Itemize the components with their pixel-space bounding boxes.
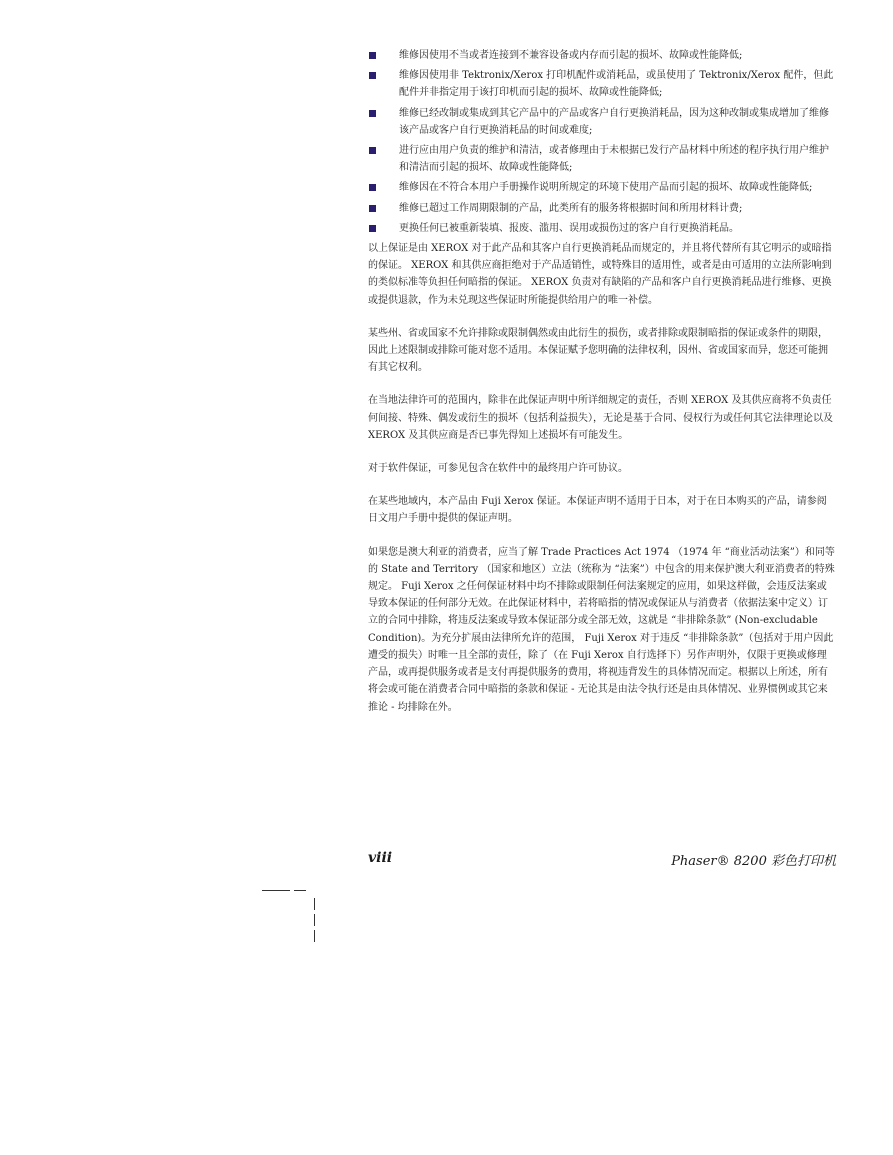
bullet-square-icon: [369, 184, 376, 191]
bullet-square-icon: [369, 110, 376, 117]
list-item: [368, 142, 836, 176]
list-item: [368, 220, 836, 237]
disclaimer-paragraph: 以上保证是由 XEROX 对于此产品和其客户自行更换消耗品而规定的，并且将代替所有其它明示的或暗指的保证。 XEROX 和其供应商拒绝对于产品适销性，或特殊目的适用性，或者是由可适用的立法所影响到的类似标准等负担任何暗指的保证。 XEROX 负责对有缺陷的产品和客户自行更换消耗品进行维修、更换或提供退款，作为未兑现这些保证时所能提供给用户的唯一补偿。: [368, 243, 832, 306]
crop-mark-horizontal: [262, 890, 290, 891]
list-item-text: 维修因使用不当或者连接到不兼容设备或内存而引起的损坏、故障或性能降低;: [399, 50, 743, 61]
bullet-square-icon: [369, 147, 376, 154]
list-item-text: 进行应由用户负责的维护和清洁，或者修理由于未根据已发行产品材料中所述的程序执行用户维护和清洁而引起的损坏、故障或性能降低;: [399, 145, 829, 174]
list-item: [368, 200, 836, 217]
list-item-text: 维修已超过工作周期限制的产品，此类所有的服务将根据时间和所用材料计费;: [399, 202, 743, 214]
list-item: [368, 179, 836, 196]
fuji-xerox-paragraph: 在某些地域内，本产品由 Fuji Xerox 保证。本保证声明不适用于日本，对于在日本购买的产品，请参阅日文用户手册中提供的保证声明。: [368, 496, 827, 525]
list-item-text: 维修因在不符合本用户手册操作说明所规定的环境下使用产品而引起的损坏、故障或性能降低;: [399, 182, 813, 194]
list-item: [368, 67, 836, 101]
list-item: [368, 105, 836, 139]
crop-mark-vertical: [314, 898, 315, 910]
software-warranty-paragraph: 对于软件保证，可参见包含在软件中的最终用户许可协议。: [368, 463, 628, 475]
bullet-square-icon: [369, 52, 376, 59]
jurisdiction-paragraph: 某些州、省或国家不允许排除或限制偶然或由此衍生的损伤，或者排除或限制暗指的保证或条件的期限，因此上述限制或排除可能对您不适用。本保证赋予您明确的法律权利，因州、省或国家而异，您还可能拥有其它权利。: [368, 327, 828, 374]
page-number: viii: [368, 850, 393, 866]
australia-consumer-paragraph: 如果您是澳大利亚的消费者，应当了解 Trade Practices Act 1974 （1974 年 “商业活动法案”）和同等的 State and Territory （国家和地区）立法（统称为 “法案”）中包含的用来保护澳大利亚消费者的特殊规定。 Fuji Xerox 之任何保证材料中均不排除或限制任何法案规定的应用，如果这样做，会违反法案或导致本保证的任何部分无效。在此保证材料中，若将暗指的情况或保证从与消费者（依据法案中定义）订立的合同中排除，将违反法案或导致本保证部分或全部无效，这就是 “非排除条款” (Non-excludable Condition)。为充分扩展由法律所允许的范围， Fuji Xerox 对于违反 “非排除条款”（包括对于用户因此遭受的损失）时唯一且全部的责任，除了（在 Fuji Xerox 自行选择下）另作声明外，仅限于更换或修理产品，或再提供服务或者是支付再提供服务的费用，将视违背发生的具体情况而定。根据以上所述，所有将会或可能在消费者合同中暗指的条款和保证 - 无论其是由法令执行还是由具体情况、业界惯例或其它来推论 - 均排除在外。: [368, 546, 835, 713]
exclusion-list: [368, 47, 836, 237]
crop-mark-horizontal: [294, 890, 306, 891]
bullet-square-icon: [369, 205, 376, 212]
crop-mark-vertical: [314, 914, 315, 926]
list-item-text: 维修已经改制或集成到其它产品中的产品或客户自行更换消耗品，因为这种改制或集成增加了维修该产品或客户自行更换消耗品的时间或难度;: [399, 107, 829, 136]
list-item-text: 更换任何已被重新装填、报废、滥用、误用或损伤过的客户自行更换消耗品。: [399, 222, 739, 234]
page-footer: [368, 850, 836, 870]
bullet-square-icon: [369, 225, 376, 232]
warranty-content: [368, 47, 836, 732]
crop-mark-vertical: [314, 930, 315, 942]
bullet-square-icon: [369, 72, 376, 79]
list-item-text: 维修因使用非 Tektronix/Xerox 打印机配件或消耗品，或虽使用了 Tektronix/Xerox 配件，但此配件并非指定用于该打印机而引起的损坏、故障或性能降低;: [399, 70, 834, 99]
running-title: Phaser® 8200 彩色打印机: [671, 854, 836, 869]
list-item: [368, 47, 836, 64]
liability-paragraph: 在当地法律许可的范围内，除非在此保证声明中所详细规定的责任，否则 XEROX 及其供应商将不负责任何间接、特殊、偶发或衍生的损坏（包括利益损失），无论是基于合同、侵权行为或任何其它法律理论以及 XEROX 及其供应商是否已事先得知上述损坏有可能发生。: [368, 395, 833, 441]
